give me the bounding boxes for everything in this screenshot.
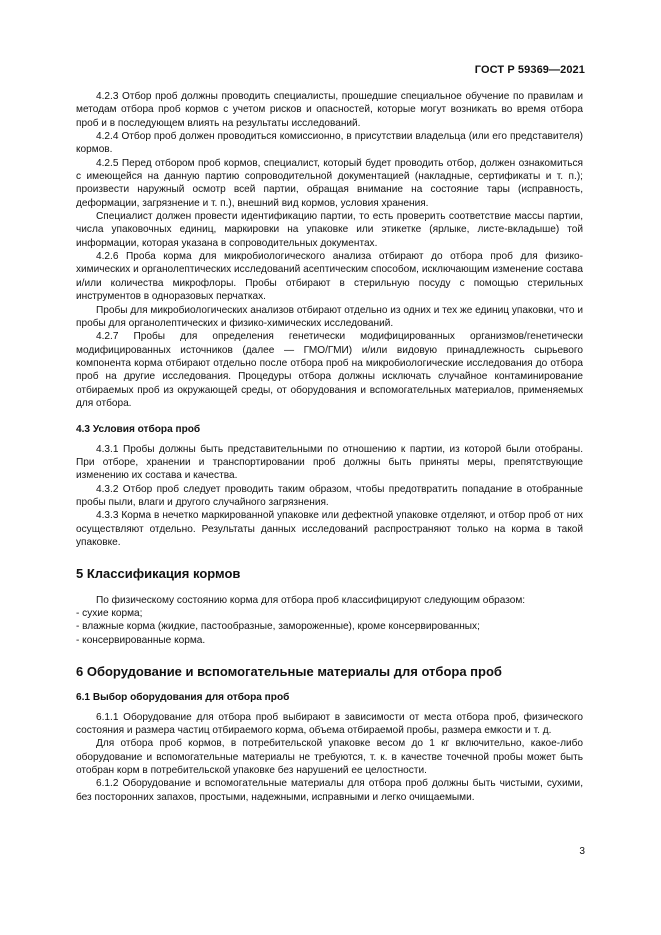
page-number: 3 bbox=[579, 846, 585, 857]
list-item: - сухие корма; bbox=[76, 608, 143, 620]
document-id: ГОСТ Р 59369—2021 bbox=[474, 64, 585, 76]
heading-6: 6 Оборудование и вспомогательные материалы для отбора проб bbox=[76, 664, 502, 680]
paragraph-4-2-6: 4.2.6 Проба корма для микробиологического анализа отбирают до отбора проб для физико-химических и органолептических исследований асептическим способом, исключающим изменение состава и/или количества микрофлоры. Пробы отбирают в стерильную посуду с помощью стерильных инструментов в одноразовых перчатках. bbox=[76, 251, 583, 303]
list-item: - влажные корма (жидкие, пастообразные, замороженные), кроме консервированных; bbox=[76, 621, 480, 633]
paragraph-4-3-1: 4.3.1 Пробы должны быть представительными по отношению к партии, из которой были отобраны. При отборе, хранении и транспортировании проб должны быть приняты меры, препятствующие изменению их состава и качества. bbox=[76, 443, 583, 482]
heading-6-1: 6.1 Выбор оборудования для отбора проб bbox=[76, 692, 290, 704]
paragraph-6-1-2: 6.1.2 Оборудование и вспомогательные материалы для отбора проб должны быть чистыми, сухими, без посторонних запахов, простыми, надежными, исправными и легко очищаемыми. bbox=[76, 778, 583, 803]
paragraph-4-2-3: 4.2.3 Отбор проб должны проводить специалисты, прошедшие специальное обучение по правилам и методам отбора проб кормов с учетом рисков и опасностей, которые могут возникать во время отбора проб и в последующем влиять на результаты исследований. bbox=[76, 91, 583, 129]
paragraph-5-intro: По физическому состоянию корма для отбора проб классифицируют следующим образом: bbox=[96, 594, 526, 606]
page-content bbox=[76, 90, 583, 804]
paragraph-4-2-7: 4.2.7 Пробы для определения генетически модифицированных организмов/генетически модифицированных источников (далее — ГМО/ГМИ) и/или видовую принадлежность сырьевого компонента корма отбирают отдельно после отбора проб на микробиологические исследования до отбора проб на другие исследования. Процедуры отбора должны исключать случайное контаминирование отбираемых проб из окружающей среды, от оборудования и вспомогательных материалов, применяемых для отбора. bbox=[76, 331, 583, 409]
paragraph-4-3-3: 4.3.3 Корма в нечетко маркированной упаковке или дефектной упаковке отделяют, и отбор проб от них осуществляют отдельно. Результаты данных исследований распространяют только на корма в такой упаковке. bbox=[76, 510, 583, 548]
paragraph-4-2-4: 4.2.4 Отбор проб должен проводиться комиссионно, в присутствии владельца (или его представителя) кормов. bbox=[76, 131, 583, 156]
paragraph-4-3-2: 4.3.2 Отбор проб следует проводить таким образом, чтобы предотвратить попадание в отобранные пробы пыли, влаги и другого случайного загрязнения. bbox=[76, 483, 583, 508]
heading-5: 5 Классификация кормов bbox=[76, 566, 241, 582]
paragraph-consumer-pack: Для отбора проб кормов, в потребительской упаковке весом до 1 кг включительно, какое-либо оборудование и вспомогательные материалы не требуются, т. к. в качестве точечной пробы может быть отобран корм в потребительской упаковке без нарушений ее целостности. bbox=[76, 738, 583, 777]
paragraph-identification: Специалист должен провести идентификацию партии, то есть проверить соответствие массы партии, числа упаковочных единиц, маркировки на упаковке или этикетке (ярлыке, листе-вкладыше) той информации, которая указана в сопроводительных документах. bbox=[76, 211, 583, 249]
feed-class-list bbox=[76, 607, 583, 647]
heading-4-3: 4.3 Условия отбора проб bbox=[76, 424, 201, 436]
paragraph-4-2-5: 4.2.5 Перед отбором проб кормов, специалист, который будет проводить отбор, должен ознакомиться с имеющейся на данную партию сопроводительной документацией (накладные, сертификаты и т. п.); произвести наружный осмотр всей партии, обращая внимание на состояние тары (исправность, деформации, загрязнение и т. п.), внешний вид кормов, условия хранения. bbox=[76, 157, 583, 209]
paragraph-micro-samples: Пробы для микробиологических анализов отбирают отдельно из одних и тех же единиц упаковки, что и пробы для органолептических и физико-химических исследований. bbox=[76, 304, 583, 329]
list-item: - консервированные корма. bbox=[76, 634, 206, 646]
paragraph-6-1-1: 6.1.1 Оборудование для отбора проб выбирают в зависимости от места отбора проб, физического состояния и размера частиц отбираемого корма, объема отбираемой пробы, размера емкости и т. д. bbox=[76, 711, 583, 737]
